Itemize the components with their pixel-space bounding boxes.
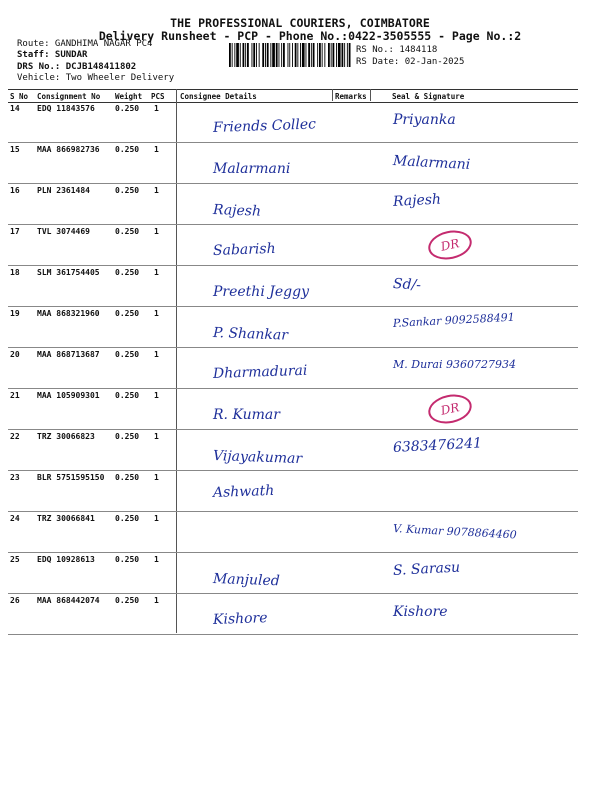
row-pcs: 1: [154, 350, 159, 359]
table-row: [8, 307, 578, 348]
row-weight: 0.250: [115, 104, 140, 113]
row-pcs: 1: [154, 145, 159, 154]
col-remarks: Remarks: [335, 92, 367, 101]
seal-stamp: DR: [426, 391, 475, 428]
signature-handwriting: V. Kumar 9078864460: [392, 522, 517, 542]
row-sno: 23: [10, 473, 20, 482]
table-row: [8, 143, 578, 184]
row-pcs: 1: [154, 391, 159, 400]
row-sno: 16: [10, 186, 20, 195]
row-consignment: TRZ 30066841: [37, 514, 95, 523]
row-weight: 0.250: [115, 309, 140, 318]
signature-handwriting: Sd/-: [392, 276, 422, 294]
col-sno: S No: [10, 92, 29, 101]
rs-number: RS No.: 1484118: [356, 45, 438, 55]
table-row: [8, 430, 578, 471]
row-weight: 0.250: [115, 268, 140, 277]
row-sno: 22: [10, 432, 20, 441]
consignee-handwriting: Sabarish: [212, 240, 276, 259]
row-pcs: 1: [154, 473, 159, 482]
col-consignee: Consignee Details: [180, 92, 257, 101]
row-weight: 0.250: [115, 555, 140, 564]
row-consignment: BLR 5751595150: [37, 473, 105, 482]
signature-handwriting: Kishore: [393, 604, 448, 620]
signature-handwriting: Priyanka: [393, 112, 456, 128]
row-weight: 0.250: [115, 350, 140, 359]
row-sno: 14: [10, 104, 20, 113]
route-label: Route: GANDHIMA NAGAR PC4: [17, 39, 153, 49]
barcode: [229, 43, 351, 67]
row-consignment: MAA 868713687: [37, 350, 100, 359]
consignee-handwriting: P. Shankar: [212, 325, 289, 344]
table-row: [8, 225, 578, 266]
row-weight: 0.250: [115, 514, 140, 523]
table-header: [8, 89, 578, 103]
row-pcs: 1: [154, 555, 159, 564]
consignee-handwriting: Preethi Jeggy: [213, 284, 309, 300]
drs-number: DRS No.: DCJB148411802: [17, 62, 137, 72]
row-consignment: MAA 866982736: [37, 145, 100, 154]
row-pcs: 1: [154, 309, 159, 318]
row-consignment: TRZ 30066823: [37, 432, 95, 441]
table-row: [8, 102, 578, 143]
consignee-handwriting: R. Kumar: [213, 407, 280, 423]
row-pcs: 1: [154, 227, 159, 236]
row-separator: [8, 634, 578, 635]
row-consignment: TVL 3074469: [37, 227, 90, 236]
row-weight: 0.250: [115, 391, 140, 400]
row-sno: 20: [10, 350, 20, 359]
row-weight: 0.250: [115, 145, 140, 154]
row-sno: 15: [10, 145, 20, 154]
table-row: [8, 389, 578, 430]
signature-handwriting: 6383476241: [392, 435, 483, 456]
row-sno: 17: [10, 227, 20, 236]
row-consignment: MAA 105909301: [37, 391, 100, 400]
row-consignment: MAA 868442074: [37, 596, 100, 605]
row-pcs: 1: [154, 268, 159, 277]
row-weight: 0.250: [115, 596, 140, 605]
row-weight: 0.250: [115, 186, 140, 195]
signature-handwriting: P.Sankar 9092588491: [392, 310, 515, 330]
row-sno: 24: [10, 514, 20, 523]
table-row: [8, 266, 578, 307]
col-pcs: PCS: [151, 92, 165, 101]
row-sno: 21: [10, 391, 20, 400]
consignee-handwriting: Rajesh: [212, 202, 262, 220]
row-consignment: PLN 2361484: [37, 186, 90, 195]
row-pcs: 1: [154, 514, 159, 523]
col-signature: Seal & Signature: [392, 92, 465, 101]
signature-handwriting: M. Durai 9360727934: [393, 358, 516, 371]
signature-handwriting: Rajesh: [392, 191, 442, 210]
divider-remarks: [332, 89, 333, 101]
consignee-handwriting: Ashwath: [212, 482, 275, 501]
row-consignment: MAA 868321960: [37, 309, 100, 318]
table-row: [8, 594, 578, 635]
row-consignment: SLM 361754405: [37, 268, 100, 277]
row-pcs: 1: [154, 432, 159, 441]
consignee-handwriting: Kishore: [212, 610, 268, 628]
seal-stamp: DR: [426, 227, 475, 264]
row-consignment: EDQ 10928613: [37, 555, 95, 564]
row-weight: 0.250: [115, 227, 140, 236]
row-sno: 25: [10, 555, 20, 564]
consignee-handwriting: Vijayakumar: [212, 448, 303, 468]
consignee-handwriting: Dharmadurai: [212, 362, 308, 382]
row-pcs: 1: [154, 186, 159, 195]
row-sno: 19: [10, 309, 20, 318]
consignee-handwriting: Malarmani: [213, 161, 291, 177]
row-weight: 0.250: [115, 473, 140, 482]
runsheet-subtitle: Delivery Runsheet - PCP - Phone No.:0422-3505555 - Page No.:2: [98, 29, 522, 43]
col-consignment: Consignment No: [37, 92, 101, 101]
table-row: [8, 471, 578, 512]
row-sno: 18: [10, 268, 20, 277]
table-row: [8, 512, 578, 553]
table-row: [8, 184, 578, 225]
signature-handwriting: S. Sarasu: [392, 559, 461, 579]
row-sno: 26: [10, 596, 20, 605]
rs-date: RS Date: 02-Jan-2025: [356, 57, 465, 67]
signature-handwriting: Malarmani: [392, 153, 471, 174]
col-weight: Weight: [115, 92, 143, 101]
row-pcs: 1: [154, 596, 159, 605]
table-row: [8, 348, 578, 389]
row-consignment: EDQ 11843576: [37, 104, 95, 113]
staff-label: Staff: SUNDAR: [17, 50, 88, 60]
company-title: THE PROFESSIONAL COURIERS, COIMBATORE: [170, 16, 430, 30]
consignee-handwriting: Manjuled: [212, 571, 281, 590]
consignee-handwriting: Friends Collec: [212, 116, 317, 136]
row-weight: 0.250: [115, 432, 140, 441]
row-pcs: 1: [154, 104, 159, 113]
vehicle-label: Vehicle: Two Wheeler Delivery: [17, 73, 175, 83]
divider-signature: [370, 89, 371, 101]
table-row: [8, 553, 578, 594]
